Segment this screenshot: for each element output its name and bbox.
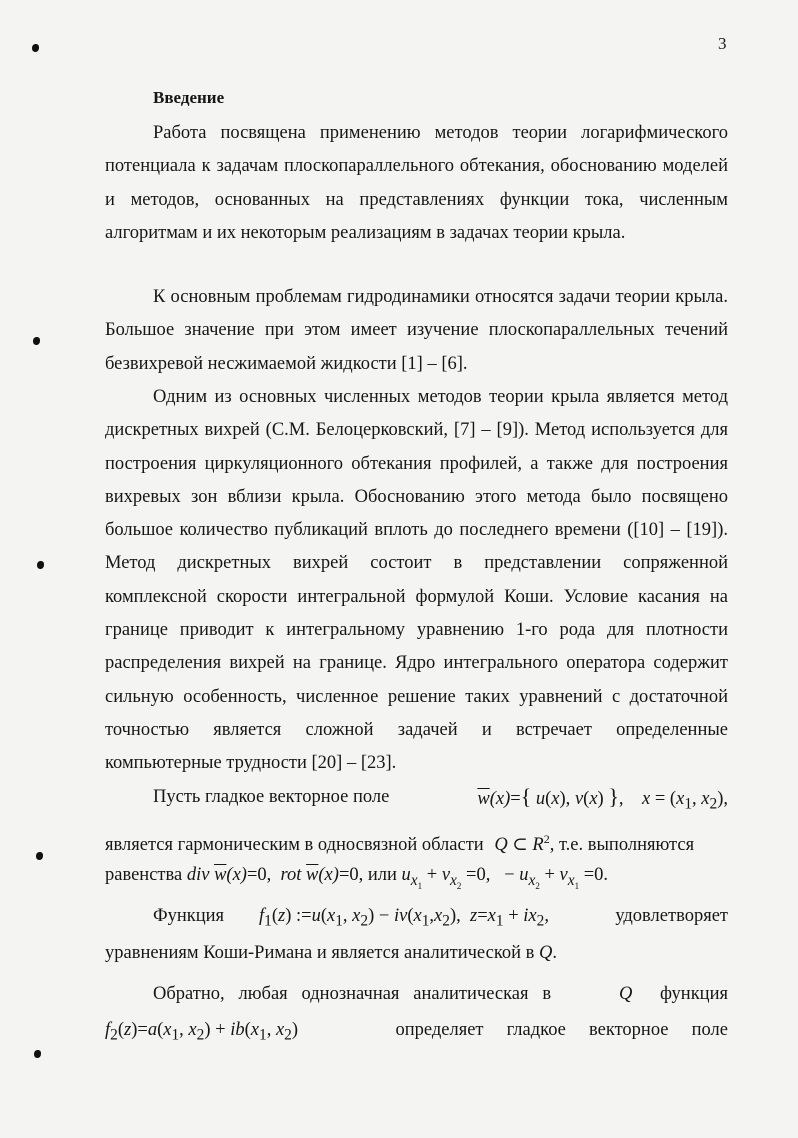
formula-text: Пусть гладкое векторное поле [153, 787, 390, 807]
formula-line [105, 900, 728, 932]
punch-hole-mark [37, 561, 44, 569]
paragraph: Работа посвящена применению методов теории логарифмического потенциала к задачам плоскопараллельного обтекания, обоснованию моделей и методов, основанных на представлениях функции тока, численным алгоритмам и их некоторым реализациям в задачах теории крыла. [105, 123, 728, 243]
formula-line: уравнениям Коши-Римана и является аналитической в Q. [105, 943, 558, 963]
punch-hole-mark [36, 852, 43, 860]
formula-domain: Q ⊂ $R^2$ [494, 832, 550, 856]
page-number: 3 [718, 34, 727, 53]
formula-text: Функция [153, 906, 225, 926]
section-heading: Введение [153, 88, 225, 107]
formula-text: определяет гладкое векторное поле [395, 1020, 728, 1040]
formula-text: удовлетворяет [615, 906, 728, 926]
punch-hole-mark [33, 337, 40, 345]
formula-text: функция [660, 984, 728, 1004]
formula-line [105, 859, 728, 891]
punch-hole-mark [32, 44, 39, 52]
formula-vector-field: $\overline{w}(x)=${ u(x), v(x) }, $x = (x_1$, $x_2$), [477, 784, 728, 813]
formula-cauchy-riemann: $u_{x_1} + v_{x_2} =0$, − $u_{x_2} + v_{x_1} =0$. [401, 865, 609, 891]
formula-line [105, 781, 728, 813]
formula-line [105, 1014, 728, 1046]
formula-text: Обратно, любая однозначная аналитическая в [153, 984, 552, 1004]
formula-div-rot: div $\overline{w}(x)=0$, rot $\overline{w}(x)=0$ [186, 865, 359, 885]
formula-f1: $f_1(z)$ $:=u(x_1$, $x_2) - iv(x_1,x_2)$, $z=x_1 + ix_2$, [259, 906, 549, 930]
formula-domain: Q [539, 943, 553, 963]
formula-line [105, 978, 728, 1010]
formula-domain: Q [619, 984, 633, 1004]
formula-text: уравнениям Коши-Римана и является аналитической в [105, 943, 535, 963]
formula-f2: $f_2(z)=a(x_1$, $x_2) + ib(x_1$, $x_2$) [105, 1020, 299, 1044]
formula-text: , или [358, 865, 397, 885]
punch-hole-mark [34, 1050, 41, 1058]
formula-text: равенства [105, 865, 183, 885]
paragraph: К основным проблемам гидродинамики относятся задачи теории крыла. Большое значение при этом имеет изучение плоскопараллельных течений безвихревой несжимаемой жидкости [1] – [6]. [105, 287, 728, 374]
formula-line [105, 823, 728, 855]
paragraph: Одним из основных численных методов теории крыла является метод дискретных вихрей (С.М. Белоцерковский, [7] – [9]). Метод используется для построения циркуляционного обтекания профилей, а также для построения вихревых зон вблизи крыла. Обоснованию этого метода было посвящено большое количество публикаций вплоть до последнего времени ([10] – [19]). Метод дискретных вихрей состоит в представлении сопряженной комплексной скорости интегральной формулой Коши. Условие касания на границе приводит к интегральному уравнению 1-го рода для плотности распределения вихрей на границе. Ядро интегрального оператора содержит сильную особенность, численное решение таких уравнений с достаточной точностью является сложной задачей и встречает определенные компьютерные трудности [20] – [23]. [105, 387, 728, 774]
formula-text: является гармоническим в односвязной области [105, 835, 484, 856]
formula-text: , т.е. выполняются [549, 835, 695, 856]
